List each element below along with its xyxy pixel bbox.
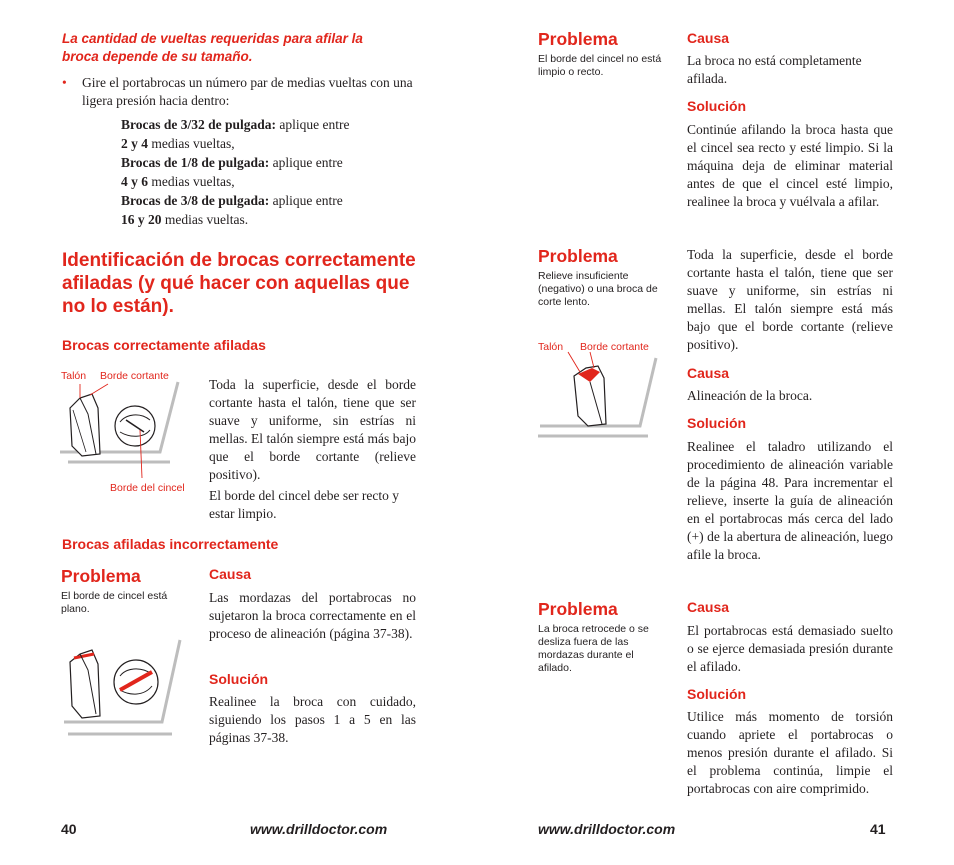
problem4-title: Problema [538,599,618,619]
label-talon: Talón [61,370,87,382]
problem1-causa-text: Las mordazas del portabrocas no sujetaron la broca correctamente en el proceso de alineación (página 37-38). [209,590,416,641]
label-borde-cincel: Borde del cincel [110,482,185,494]
problem3-title: Problema [538,246,618,266]
footer-url-left: www.drilldoctor.com [250,821,388,837]
correct-heading: Brocas correctamente afiladas [62,337,266,353]
problem4-causa-label: Causa [687,599,730,615]
problem4-solucion-label: Solución [687,686,747,702]
bullet-text: Gire el portabrocas un número par de medias vueltas con una ligera presión hacia dentro: [82,75,413,108]
intro-heading: La cantidad de vueltas requeridas para afilar la broca depende de su tamaño. [62,31,363,64]
problem3-causa-label: Causa [687,365,730,381]
problem1-title: Problema [61,566,141,586]
problem3-desc: Relieve insuficiente (negativo) o una broca de corte lento. [538,270,658,308]
correct-text-1: Toda la superficie, desde el borde cortante hasta el talón, tiene que ser suave y uniforme, sin estrías ni mellas. El talón siempre está más bajo que el borde cortante (relieve positivo). [209,377,416,482]
page-number-left: 40 [61,821,77,837]
size-list [121,116,411,229]
correct-drill-illustration [60,380,210,470]
label-borde-cortante-2: Borde cortante [580,341,649,353]
bullet-marker: • [62,75,67,90]
problem2-solucion-label: Solución [687,98,747,114]
problem4-solucion-text: Utilice más momento de torsión cuando apriete el portabrocas o menos presión durante el afilado. Si el problema continúa, limpie el portabrocas con aire comprimido. [687,709,893,796]
problem1-solucion-label: Solución [209,671,269,687]
problem1-solucion-text: Realinee la broca con cuidado, siguiendo los pasos 1 a 5 en las páginas 37-38. [209,694,416,745]
problem1-drill-illustration [60,636,210,741]
bullet-item [62,74,418,110]
problem2-causa-text: La broca no está completamente afilada. [687,53,862,86]
problem4-causa-text: El portabrocas está demasiado suelto o se ejerce demasiada presión durante el afilado. [687,623,893,674]
size-item: Brocas de 1/8 de pulgada: aplique entre 4 y 6 medias vueltas, [121,155,343,189]
size-item: Brocas de 3/32 de pulgada: aplique entre 2 y 4 medias vueltas, [121,117,350,151]
correct-text-2: El borde del cincel debe ser recto y estar limpio. [209,488,400,521]
footer-url-right: www.drilldoctor.com [538,821,676,837]
size-item: Brocas de 3/8 de pulgada: aplique entre 16 y 20 medias vueltas. [121,193,343,227]
problem3-drill-illustration [538,352,663,442]
problem2-title: Problema [538,29,618,49]
problem1-desc: El borde de cincel está plano. [61,590,168,615]
label-borde-cortante: Borde cortante [100,370,169,382]
incorrect-heading: Brocas afiladas incorrectamente [62,536,279,552]
problem2-solucion-text: Continúe afilando la broca hasta que el cincel sea recto y esté limpio. Si la máquina deja de eliminar material antes de que el cincel esté limpio, realinee la broca y vuélvala a afilar. [687,122,893,209]
problem1-causa-label: Causa [209,566,252,582]
problem3-solucion-text: Realinee el taladro utilizando el procedimiento de alineación variable de la página 48. Para incrementar el relieve, inserte la guía de alineación en el portabrocas más cerca del lado (+) de la abertura de alineación, luego afile la broca. [687,439,893,562]
problem2-desc: El borde del cincel no está limpio o recto. [538,53,662,78]
page-number-right: 41 [870,821,886,837]
problem2-causa-label: Causa [687,30,730,46]
problem3-intro-text: Toda la superficie, desde el borde cortante hasta el talón, tiene que ser suave y uniforme, sin estrías ni mellas. El talón siempre está más bajo que el borde cortante (relieve positivo). [687,247,893,352]
problem3-solucion-label: Solución [687,415,747,431]
problem4-desc: La broca retrocede o se desliza fuera de las mordazas durante el afilado. [538,623,649,674]
label-talon-2: Talón [538,341,564,353]
section-title: Identificación de brocas correctamente afiladas (y qué hacer con aquellas que no lo están). [62,250,416,317]
problem3-causa-text: Alineación de la broca. [687,388,813,403]
